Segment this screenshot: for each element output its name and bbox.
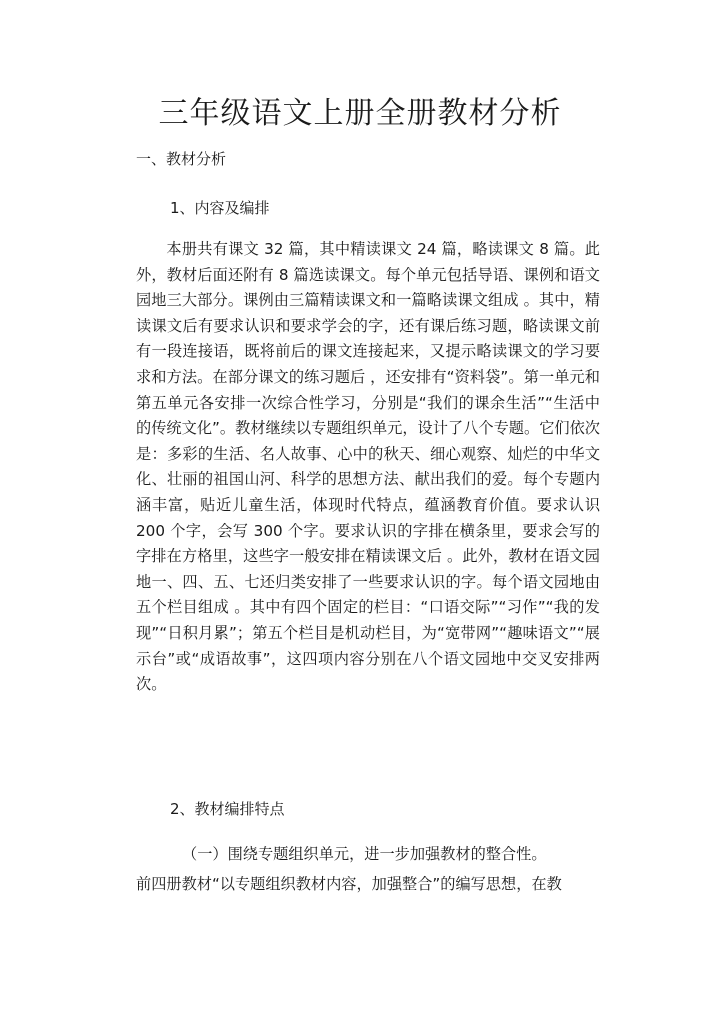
content-paragraph: 本册共有课文 32 篇，其中精读课文 24 篇，略读课文 8 篇。此外，教材后面还附有 8 篇选读课文。每个单元包括导语、课例和语文园地三大部分。课例由三篇精读课文和一篇略读课文组成 。其中，精读课文后有要求认识和要求学会的字，还有课后练习题，略读课文前有一段连接语，既将前后的课文连接起来，又提示略读课文的学习要求和方法。在部分课文的练习题后 ，还安排有“资料袋”。第一单元和第五单元各安排一次综合性学习，分别是“我们的课余生活”“生活中的传统文化”。教材继续以专题组织单元，设计了八个专题。它们依次是：多彩的生活、名人故事、心中的秋天、细心观察、灿烂的中华文化、壮丽的祖国山河、科学的思想方法、献出我们的爱。每个专题内涵丰富，贴近儿童生活，体现时代特点，蕴涵教育价值。要求认识 200 个字，会写 300 个字。要求认识的字排在横条里，要求会写的字排在方格里，这些字一般安排在精读课文后 。此外，教材在语文园地一、四、五、七还归类安排了一些要求认识的字。每个语文园地由五个栏目组成 。其中有四个固定的栏目：“口语交际”“习作”“我的发现”“日积月累”；第五个栏目是机动栏目，为“宽带网”“趣味语文”“展示台”或“成语故事”，这四项内容分别在八个语文园地中交叉安排两次。 — [136, 240, 600, 694]
subsection-heading-content: 1、内容及编排 — [170, 199, 270, 217]
feature-point-heading: （一）围绕专题组织单元，进一步加强教材的整合性。 — [182, 845, 547, 863]
subsection-heading-features: 2、教材编排特点 — [170, 800, 285, 818]
section-heading-textbook-analysis: 一、教材分析 — [136, 150, 227, 168]
document-title: 三年级语文上册全册教材分析 — [158, 96, 562, 131]
feature-paragraph-start: 前四册教材“以专题组织教材内容，加强整合”的编写思想，在教 — [136, 875, 562, 893]
